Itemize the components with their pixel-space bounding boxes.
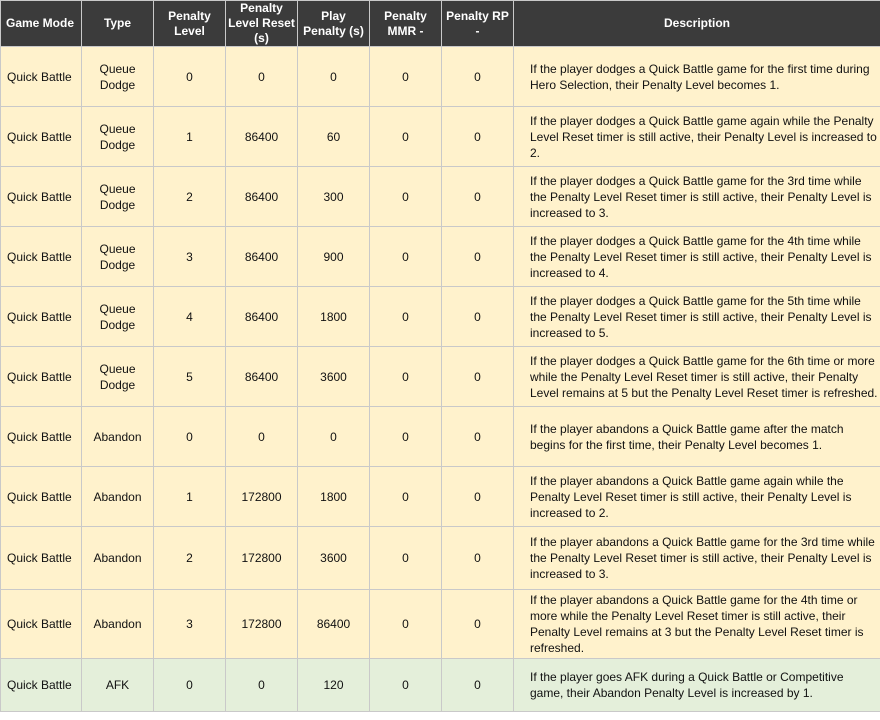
table-row [1,287,880,347]
cell-penalty-level: 5 [154,347,226,407]
cell-play-penalty: 1800 [298,467,370,527]
header-penalty-rp: Penalty RP - [442,1,514,47]
cell-penalty-rp: 0 [442,590,514,659]
cell-penalty-level: 0 [154,659,226,712]
cell-type: Queue Dodge [82,287,154,347]
cell-penalty-level: 3 [154,227,226,287]
table-row [1,347,880,407]
cell-penalty-level: 0 [154,47,226,107]
cell-game-mode: Quick Battle [1,527,82,590]
cell-play-penalty: 300 [298,167,370,227]
cell-type: Abandon [82,590,154,659]
cell-description: If the player abandons a Quick Battle game after the match begins for the first time, their Penalty Level becomes 1. [514,407,880,467]
cell-penalty-level-reset: 86400 [226,287,298,347]
table-row [1,47,880,107]
cell-penalty-level: 1 [154,467,226,527]
cell-play-penalty: 3600 [298,527,370,590]
cell-game-mode: Quick Battle [1,347,82,407]
cell-game-mode: Quick Battle [1,659,82,712]
cell-type: Queue Dodge [82,47,154,107]
header-penalty-level-reset: Penalty Level Reset (s) [226,1,298,47]
cell-type: Abandon [82,467,154,527]
cell-type: Queue Dodge [82,347,154,407]
cell-penalty-mmr: 0 [370,407,442,467]
cell-description: If the player goes AFK during a Quick Battle or Competitive game, their Abandon Penalty Level is increased by 1. [514,659,880,712]
cell-penalty-level-reset: 86400 [226,167,298,227]
cell-penalty-level: 2 [154,527,226,590]
cell-description: If the player dodges a Quick Battle game for the first time during Hero Selection, their Penalty Level becomes 1. [514,47,880,107]
cell-game-mode: Quick Battle [1,407,82,467]
header-row [1,1,880,47]
cell-penalty-level-reset: 86400 [226,107,298,167]
cell-play-penalty: 60 [298,107,370,167]
cell-penalty-mmr: 0 [370,590,442,659]
cell-penalty-rp: 0 [442,407,514,467]
cell-penalty-rp: 0 [442,47,514,107]
cell-penalty-rp: 0 [442,347,514,407]
cell-penalty-level-reset: 172800 [226,590,298,659]
cell-type: Queue Dodge [82,167,154,227]
cell-play-penalty: 3600 [298,347,370,407]
cell-type: Abandon [82,407,154,467]
header-play-penalty: Play Penalty (s) [298,1,370,47]
cell-play-penalty: 0 [298,47,370,107]
table-row [1,107,880,167]
cell-description: If the player abandons a Quick Battle game for the 3rd time while the Penalty Level Reset timer is still active, their Penalty Level is increased to 3. [514,527,880,590]
cell-penalty-level-reset: 86400 [226,347,298,407]
cell-penalty-mmr: 0 [370,287,442,347]
cell-type: Abandon [82,527,154,590]
cell-penalty-rp: 0 [442,659,514,712]
cell-description: If the player dodges a Quick Battle game for the 6th time or more while the Penalty Level Reset timer is still active, their Penalty Level remains at 5 but the Penalty Level Reset timer is refreshed. [514,347,880,407]
cell-penalty-rp: 0 [442,227,514,287]
cell-play-penalty: 900 [298,227,370,287]
header-description: Description [514,1,880,47]
cell-penalty-rp: 0 [442,527,514,590]
cell-penalty-mmr: 0 [370,167,442,227]
cell-penalty-level-reset: 86400 [226,227,298,287]
cell-penalty-level-reset: 172800 [226,527,298,590]
cell-penalty-mmr: 0 [370,347,442,407]
cell-description: If the player dodges a Quick Battle game for the 5th time while the Penalty Level Reset timer is still active, their Penalty Level is increased to 5. [514,287,880,347]
cell-type: Queue Dodge [82,107,154,167]
cell-penalty-level-reset: 0 [226,47,298,107]
table-row [1,167,880,227]
cell-penalty-rp: 0 [442,287,514,347]
cell-penalty-mmr: 0 [370,107,442,167]
header-penalty-mmr: Penalty MMR - [370,1,442,47]
cell-game-mode: Quick Battle [1,107,82,167]
cell-penalty-mmr: 0 [370,527,442,590]
table-row [1,590,880,659]
cell-penalty-level: 0 [154,407,226,467]
cell-penalty-rp: 0 [442,107,514,167]
cell-play-penalty: 86400 [298,590,370,659]
cell-play-penalty: 1800 [298,287,370,347]
cell-play-penalty: 0 [298,407,370,467]
cell-description: If the player dodges a Quick Battle game for the 4th time while the Penalty Level Reset timer is still active, their Penalty Level is increased to 4. [514,227,880,287]
cell-penalty-mmr: 0 [370,227,442,287]
cell-penalty-level: 1 [154,107,226,167]
table-row [1,467,880,527]
cell-penalty-mmr: 0 [370,47,442,107]
cell-play-penalty: 120 [298,659,370,712]
cell-penalty-rp: 0 [442,167,514,227]
cell-penalty-mmr: 0 [370,467,442,527]
cell-description: If the player dodges a Quick Battle game for the 3rd time while the Penalty Level Reset timer is still active, their Penalty Level is increased to 3. [514,167,880,227]
cell-description: If the player dodges a Quick Battle game again while the Penalty Level Reset timer is still active, their Penalty Level is increased to 2. [514,107,880,167]
header-game-mode: Game Mode [1,1,82,47]
cell-game-mode: Quick Battle [1,590,82,659]
table-row [1,227,880,287]
cell-penalty-mmr: 0 [370,659,442,712]
table-row [1,527,880,590]
cell-penalty-level-reset: 0 [226,407,298,467]
cell-penalty-level: 2 [154,167,226,227]
table-row [1,407,880,467]
cell-game-mode: Quick Battle [1,167,82,227]
cell-type: AFK [82,659,154,712]
cell-penalty-level: 3 [154,590,226,659]
table-row [1,659,880,712]
cell-game-mode: Quick Battle [1,287,82,347]
header-penalty-level: Penalty Level [154,1,226,47]
cell-penalty-level-reset: 0 [226,659,298,712]
cell-description: If the player abandons a Quick Battle game again while the Penalty Level Reset timer is still active, their Penalty Level is increased to 2. [514,467,880,527]
cell-description: If the player abandons a Quick Battle game for the 4th time or more while the Penalty Level Reset timer is still active, their Penalty Level remains at 3 but the Penalty Level Reset timer is refreshed. [514,590,880,659]
header-type: Type [82,1,154,47]
cell-game-mode: Quick Battle [1,227,82,287]
cell-game-mode: Quick Battle [1,467,82,527]
cell-game-mode: Quick Battle [1,47,82,107]
cell-penalty-rp: 0 [442,467,514,527]
cell-penalty-level: 4 [154,287,226,347]
cell-penalty-level-reset: 172800 [226,467,298,527]
cell-type: Queue Dodge [82,227,154,287]
